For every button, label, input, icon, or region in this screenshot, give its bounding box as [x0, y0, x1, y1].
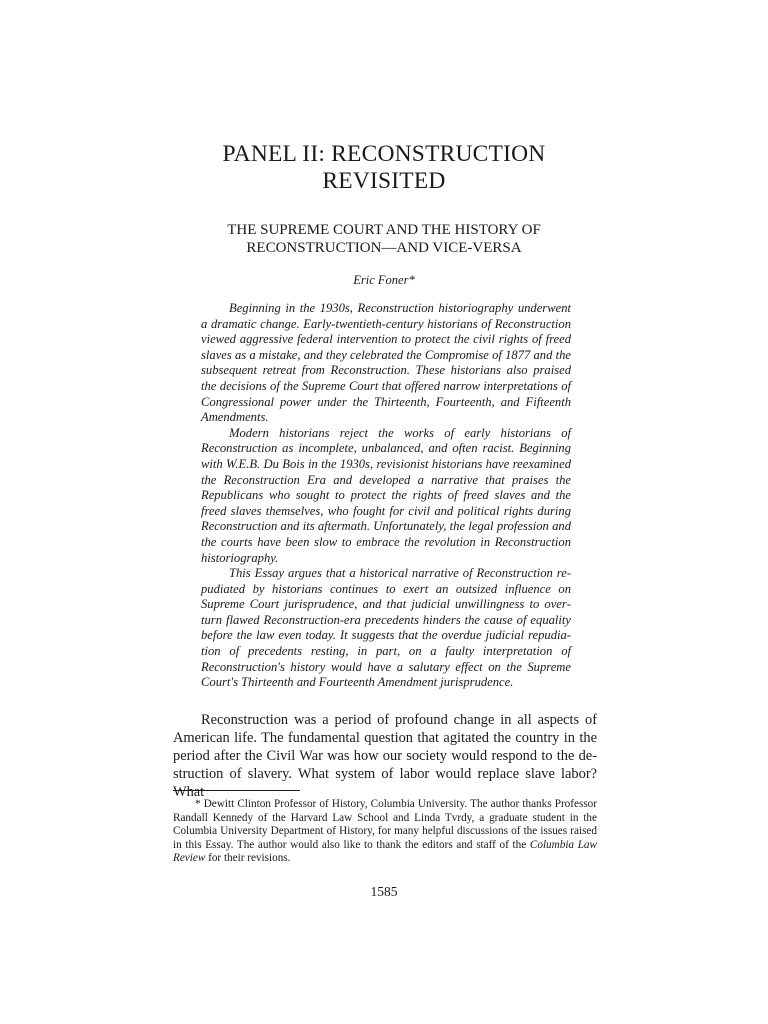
body-paragraph: Reconstruction was a period of profound change in all aspects of American life. The fundamental question that agitated the country in the period after the Civil War was how our society would respond to the destruction of slavery. What system of labor would replace slave labor? What — [173, 712, 597, 800]
article-title-line-2: RECONSTRUCTION—AND VICE-VERSA — [246, 240, 522, 256]
panel-title-line-2: REVISITED — [322, 168, 446, 194]
panel-title — [150, 141, 618, 195]
footnote-journal-name: Columbia Law Review — [173, 838, 597, 865]
abstract-paragraph-1: Beginning in the 1930s, Reconstruction historiography underwent a dramatic change. Early-twentieth-century historians of Reconstruction viewed aggressive federal intervention to protect the civil rights of freed slaves as a mistake, and they celebrated the Compromise of 1877 and the subsequent retreat from Reconstruction. These historians also praised the decisions of the Supreme Court that offered narrow interpretations of Congressional power under the Thirteenth, Fourteenth, and Fifteenth Amendments. — [201, 301, 571, 425]
footnote-text-end: for their revisions. — [205, 852, 291, 865]
article-title-line-1: THE SUPREME COURT AND THE HISTORY OF — [227, 222, 541, 238]
body-text — [173, 711, 597, 801]
footnote-paragraph — [173, 798, 597, 866]
abstract-paragraph-3: This Essay argues that a historical narrative of Reconstruction repudiated by historians continues to exert an outsized influence on Supreme Court jurisprudence, and that judicial unwillingness to overturn flawed Reconstruction-era precedents hinders the cause of equality before the law even today. It suggests that the overdue judicial repudiation of precedents resting, in part, on a faulty interpretation of Reconstruction's history would have a salutary effect on the Supreme Court's Thirteenth and Fourteenth Amendment jurisprudence. — [201, 566, 571, 690]
author-byline: Eric Foner* — [353, 273, 415, 287]
article-title — [150, 221, 618, 257]
panel-title-line-1: PANEL II: RECONSTRUCTION — [222, 141, 546, 167]
page-number: 1585 — [370, 884, 398, 899]
footnote-text-start: * Dewitt Clinton Professor of History, Columbia University. The author thanks Professor Randall Kennedy of the Harvard Law School and Linda Tvrdy, a graduate student in the Columbia University Department of History, for many helpful discussions of the issues raised in this Essay. The author would also like to thank the editors and staff of the — [173, 798, 597, 851]
footnote-divider — [173, 790, 300, 791]
footnote — [173, 798, 597, 866]
abstract-paragraph-2: Modern historians reject the works of early historians of Reconstruction as incomplete, unbalanced, and often racist. Beginning with W.E.B. Du Bois in the 1930s, revisionist historians have reexamined the Reconstruction Era and developed a narrative that praises the Republicans who sought to protect the rights of freed slaves and the freed slaves themselves, who fought for civil and political rights during Reconstruction and its aftermath. Unfortunately, the legal profession and the courts have been slow to embrace the revolution in Reconstruction historiography. — [201, 425, 571, 565]
abstract — [201, 301, 571, 691]
